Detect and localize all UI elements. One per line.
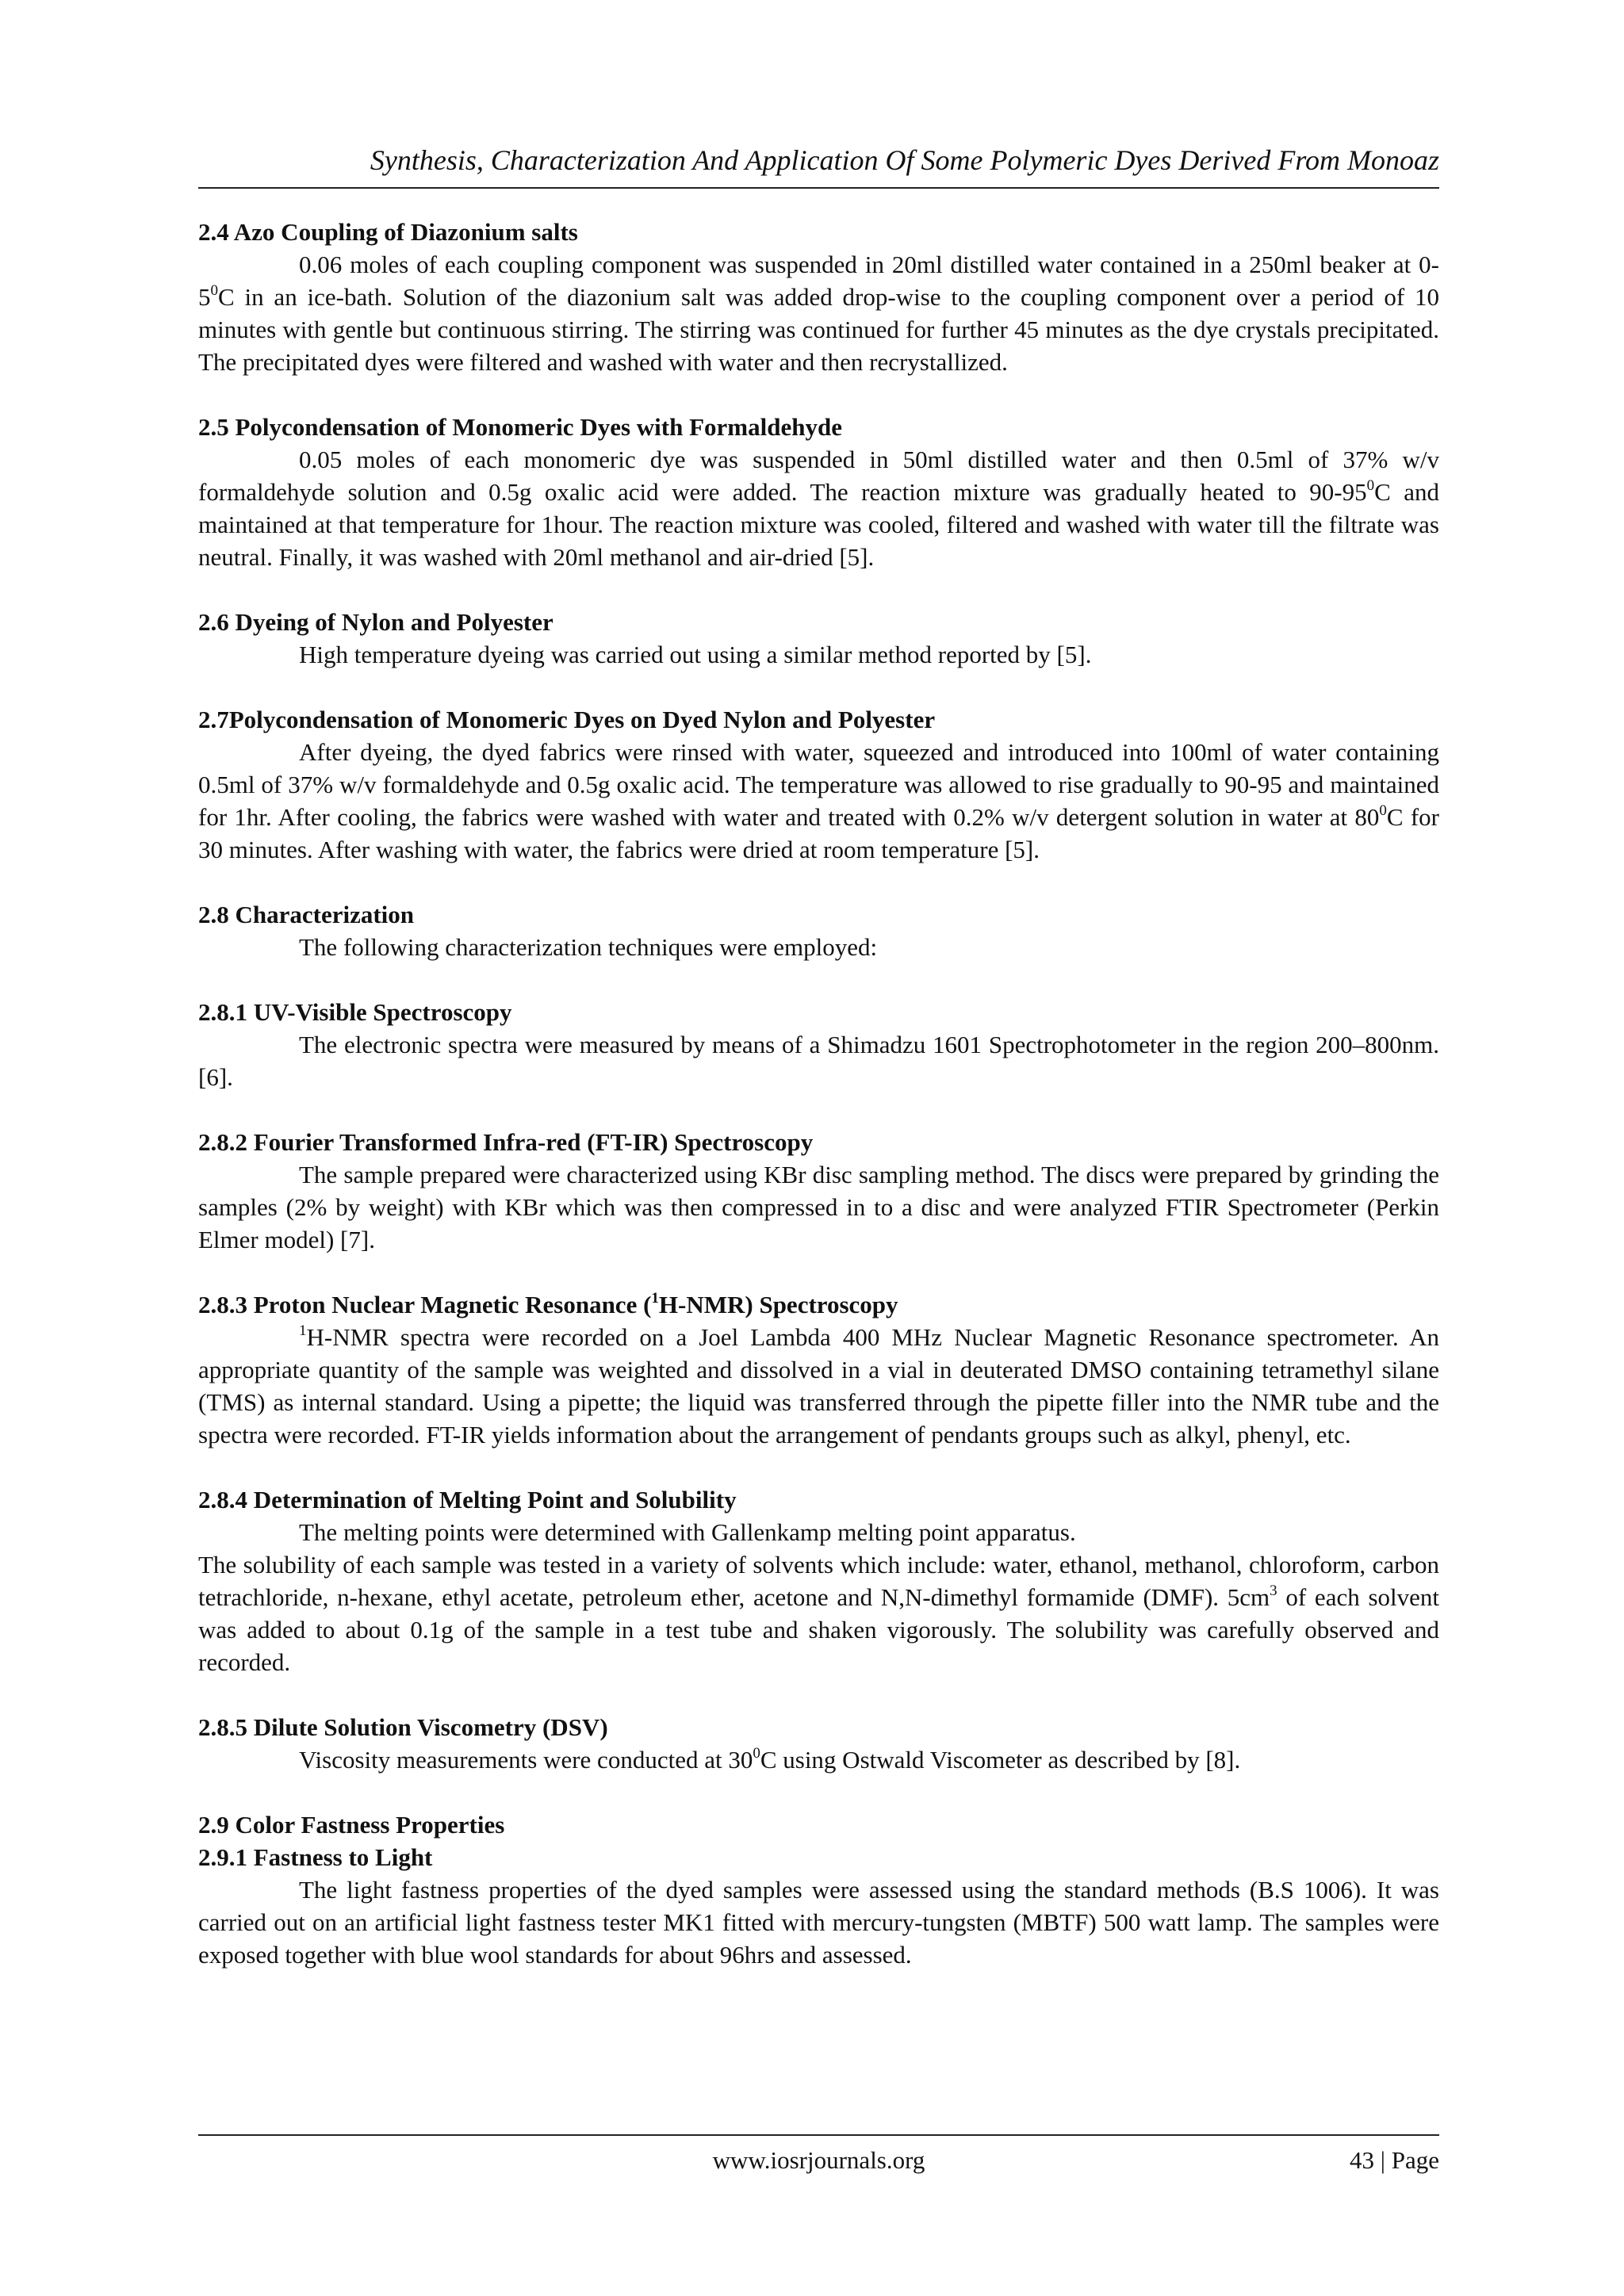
section-heading: 2.9 Color Fastness Properties bbox=[198, 1811, 505, 1839]
paragraph: 0.06 moles of each coupling component was suspended in 20ml distilled water contained in a 250ml beaker at $0-5^0C$ in an ice-bath. Solution of the diazonium salt was added drop-wise to the coupling component over a period of 10 minutes with gentle but continuous stirring. The stirring was continued for further 45 minutes as the dye crystals precipitated. The precipitated dyes were filtered and washed with water and then recrystallized. bbox=[198, 251, 1439, 376]
section-heading: 2.8.3 Proton Nuclear Magnetic Resonance ($^1$H-NMR) Spectroscopy bbox=[198, 1290, 898, 1318]
section-2-8-1 bbox=[198, 996, 1439, 1093]
paragraph: The solubility of each sample was tested in a variety of solvents which include: water, ethanol, methanol, chloroform, carbon tetrachloride, n-hexane, ethyl acetate, petroleum ether, acetone and N,N-dimethyl formamide (DMF). $5cm^3$ of each solvent was added to about 0.1g of the sample in a test tube and shaken vigorously. The solubility was carefully observed and recorded. bbox=[198, 1551, 1439, 1676]
paragraph: $^1$H-NMR spectra were recorded on a Joel Lambda 400 MHz Nuclear Magnetic Resonance spectrometer. An appropriate quantity of the sample was weighted and dissolved in a vial in deuterated DMSO containing tetramethyl silane (TMS) as internal standard. Using a pipette; the liquid was transferred through the pipette filler into the NMR tube and the spectra were recorded. FT-IR yields information about the arrangement of pendants groups such as alkyl, phenyl, etc. bbox=[198, 1322, 1439, 1448]
section-heading: 2.9.1 Fastness to Light bbox=[198, 1843, 433, 1871]
paragraph: The melting points were determined with Gallenkamp melting point apparatus. bbox=[299, 1518, 1076, 1546]
section-2-7 bbox=[198, 703, 1439, 866]
journal-website: www.iosrjournals.org bbox=[712, 2146, 925, 2174]
running-header: Synthesis, Characterization And Application Of Some Polymeric Dyes Derived From Monoaz bbox=[198, 141, 1439, 189]
paragraph: The electronic spectra were measured by means of a Shimadzu 1601 Spectrophotometer in the region 200–800nm. [6]. bbox=[198, 1031, 1439, 1091]
page-footer bbox=[198, 2134, 1439, 2174]
section-2-8-3 bbox=[198, 1288, 1439, 1451]
paragraph: The sample prepared were characterized using KBr disc sampling method. The discs were prepared by grinding the samples (2% by weight) with KBr which was then compressed in to a disc and were analyzed FTIR Spectrometer (Perkin Elmer model) [7]. bbox=[198, 1161, 1439, 1253]
section-2-8-2 bbox=[198, 1126, 1439, 1256]
section-2-8 bbox=[198, 898, 1439, 963]
section-2-4 bbox=[198, 216, 1439, 378]
section-heading: 2.6 Dyeing of Nylon and Polyester bbox=[198, 608, 553, 636]
paragraph: After dyeing, the dyed fabrics were rinsed with water, squeezed and introduced into 100ml of water containing 0.5ml of 37% w/v formaldehyde and 0.5g oxalic acid. The temperature was allowed to rise gradually to 90-95 and maintained for 1hr. After cooling, the fabrics were washed with water and treated with 0.2% w/v detergent solution in water at $80^0C$ for 30 minutes. After washing with water, the fabrics were dried at room temperature [5]. bbox=[198, 738, 1440, 863]
paragraph: High temperature dyeing was carried out using a similar method reported by [5]. bbox=[299, 641, 1092, 668]
section-2-8-5 bbox=[198, 1711, 1439, 1776]
section-heading: 2.4 Azo Coupling of Diazonium salts bbox=[198, 218, 578, 246]
paragraph: The following characterization techniques were employed: bbox=[299, 933, 878, 961]
page bbox=[198, 141, 1439, 2003]
section-2-8-4 bbox=[198, 1483, 1439, 1678]
section-heading: 2.8.4 Determination of Melting Point and Solubility bbox=[198, 1486, 737, 1513]
section-heading: 2.8.1 UV-Visible Spectroscopy bbox=[198, 998, 512, 1026]
section-heading: 2.7Polycondensation of Monomeric Dyes on Dyed Nylon and Polyester bbox=[198, 706, 936, 733]
section-2-6 bbox=[198, 606, 1439, 671]
paragraph: The light fastness properties of the dyed samples were assessed using the standard methods (B.S 1006). It was carried out on an artificial light fastness tester MK1 fitted with mercury-tungsten (MBTF) 500 watt lamp. The samples were exposed together with blue wool standards for about 96hrs and assessed. bbox=[198, 1876, 1439, 1969]
article-body bbox=[198, 216, 1439, 1971]
page-number: 43 | Page bbox=[1350, 2146, 1439, 2174]
section-2-9 bbox=[198, 1808, 1439, 1841]
paragraph: 0.05 moles of each monomeric dye was suspended in 50ml distilled water and then 0.5ml of 37% w/v formaldehyde solution and 0.5g oxalic acid were added. The reaction mixture was gradually heated to $90-95^0C$ and maintained at that temperature for 1hour. The reaction mixture was cooled, filtered and washed with water till the filtrate was neutral. Finally, it was washed with 20ml methanol and air-dried [5]. bbox=[198, 446, 1440, 571]
section-heading: 2.5 Polycondensation of Monomeric Dyes with Formaldehyde bbox=[198, 413, 842, 441]
paragraph: Viscosity measurements were conducted at $30^0C$ using Ostwald Viscometer as described by [8]. bbox=[299, 1745, 1241, 1774]
section-2-9-1 bbox=[198, 1841, 1439, 1971]
section-heading: 2.8.2 Fourier Transformed Infra-red (FT-IR) Spectroscopy bbox=[198, 1128, 814, 1156]
section-heading: 2.8 Characterization bbox=[198, 901, 415, 928]
section-heading: 2.8.5 Dilute Solution Viscometry (DSV) bbox=[198, 1713, 608, 1741]
section-2-5 bbox=[198, 411, 1439, 573]
